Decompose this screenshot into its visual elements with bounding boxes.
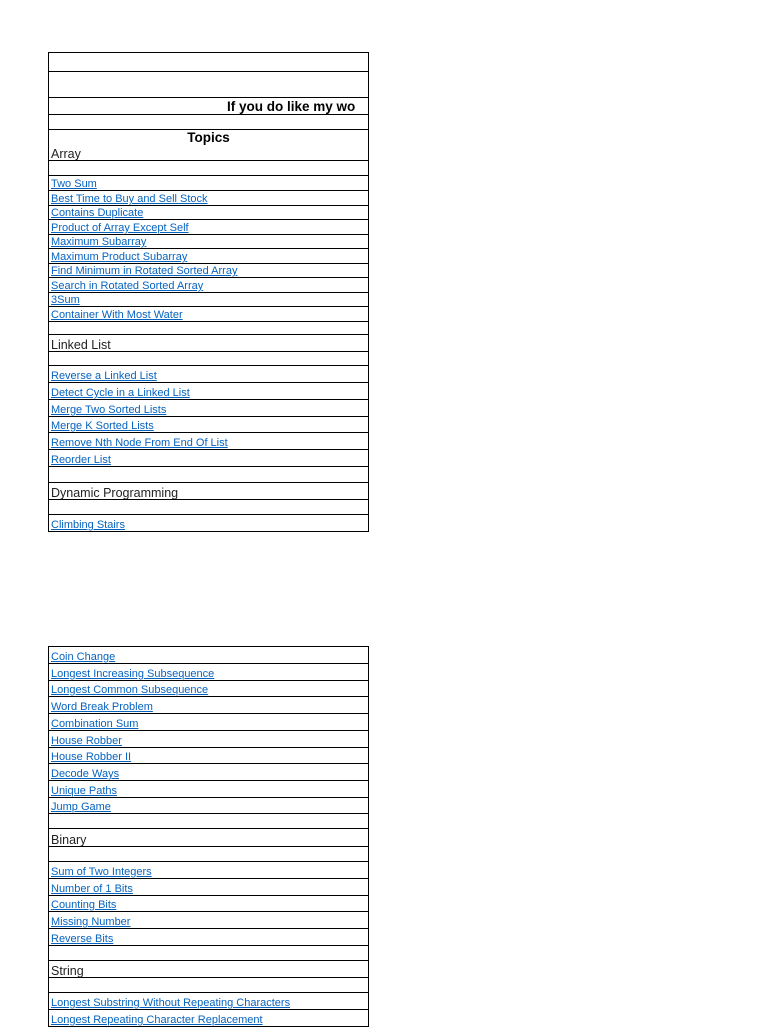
table-row — [49, 277, 368, 292]
empty-row — [49, 977, 368, 992]
problem-link[interactable]: 3Sum — [51, 294, 80, 306]
category-row — [49, 828, 368, 846]
category-dynamic-programming: Dynamic Programming — [51, 485, 179, 499]
table-row — [49, 992, 368, 1009]
banner-text: If you do like my wo — [227, 98, 356, 114]
problem-link[interactable]: Find Minimum in Rotated Sorted Array — [51, 265, 238, 277]
empty-row — [49, 160, 368, 175]
empty-row — [49, 813, 368, 828]
problem-link[interactable]: Reorder List — [51, 454, 111, 466]
category-string: String — [51, 963, 84, 977]
problem-link[interactable]: Remove Nth Node From End Of List — [51, 437, 228, 449]
empty-row — [49, 321, 368, 334]
table-row — [49, 432, 368, 449]
category-row — [49, 482, 368, 499]
table-row — [49, 663, 368, 680]
problem-link[interactable]: Climbing Stairs — [51, 519, 125, 531]
problem-link[interactable]: Missing Number — [51, 916, 131, 928]
problem-link[interactable]: Longest Repeating Character Replacement — [51, 1014, 263, 1026]
table-row — [49, 861, 368, 878]
problem-link[interactable]: Two Sum — [51, 178, 97, 190]
table-row — [49, 416, 368, 432]
table-row — [49, 234, 368, 248]
table-row — [49, 696, 368, 713]
table-row — [49, 205, 368, 219]
topics-header: Topics — [187, 129, 230, 145]
problem-link[interactable]: Longest Substring Without Repeating Characters — [51, 997, 291, 1009]
problem-link[interactable]: Longest Increasing Subsequence — [51, 668, 215, 680]
empty-row — [49, 52, 368, 71]
table-row — [49, 797, 368, 813]
problem-link[interactable]: Coin Change — [51, 651, 116, 663]
problem-link[interactable]: Number of 1 Bits — [51, 883, 133, 895]
table-row — [49, 365, 368, 382]
category-row — [49, 960, 368, 977]
table-row — [49, 680, 368, 696]
category-array: Array — [51, 146, 81, 160]
problem-link[interactable]: Merge Two Sorted Lists — [51, 404, 167, 416]
problem-link[interactable]: Detect Cycle in a Linked List — [51, 387, 190, 399]
empty-row — [49, 945, 368, 960]
problem-link[interactable]: Maximum Subarray — [51, 236, 147, 248]
table-row — [49, 928, 368, 945]
empty-row — [49, 846, 368, 861]
problem-link[interactable]: Container With Most Water — [51, 309, 183, 321]
table-row — [49, 399, 368, 416]
problem-link[interactable]: Counting Bits — [51, 899, 117, 911]
problem-link[interactable]: House Robber II — [51, 751, 132, 763]
problem-link[interactable]: Reverse a Linked List — [51, 370, 157, 382]
table-row — [49, 780, 368, 797]
table-row — [49, 1009, 368, 1026]
problem-link[interactable]: Contains Duplicate — [51, 207, 144, 219]
problem-link[interactable]: Product of Array Except Self — [51, 222, 189, 234]
problem-link[interactable]: House Robber — [51, 735, 122, 747]
table-row — [49, 895, 368, 911]
empty-row — [49, 114, 368, 129]
empty-row — [49, 71, 368, 97]
empty-row — [49, 499, 368, 514]
problem-link[interactable]: Maximum Product Subarray — [51, 251, 188, 263]
empty-row — [49, 351, 368, 365]
problem-link[interactable]: Best Time to Buy and Sell Stock — [51, 193, 208, 205]
banner-row — [49, 97, 368, 114]
empty-row — [49, 466, 368, 482]
problem-link[interactable]: Decode Ways — [51, 768, 120, 780]
topics-header-row — [49, 129, 368, 145]
problem-link[interactable]: Search in Rotated Sorted Array — [51, 280, 204, 292]
table-row — [49, 449, 368, 466]
table-row — [49, 263, 368, 277]
problem-link[interactable]: Unique Paths — [51, 785, 118, 797]
category-linked-list: Linked List — [51, 337, 111, 351]
table-row — [49, 878, 368, 895]
category-binary: Binary — [51, 832, 87, 846]
problem-link[interactable]: Reverse Bits — [51, 933, 114, 945]
table-row — [49, 248, 368, 263]
problem-link[interactable]: Combination Sum — [51, 718, 139, 730]
table-row — [49, 175, 368, 190]
category-row — [49, 145, 368, 160]
category-row — [49, 334, 368, 351]
problem-link[interactable]: Word Break Problem — [51, 701, 153, 713]
sheet-page-1 — [48, 52, 369, 532]
table-row — [49, 306, 368, 321]
table-row — [49, 190, 368, 205]
table-row — [49, 646, 368, 663]
sheet-page-2 — [48, 646, 369, 1027]
table-row — [49, 747, 368, 763]
problem-link[interactable]: Sum of Two Integers — [51, 866, 152, 878]
table-row — [49, 730, 368, 747]
table-row — [49, 514, 368, 531]
table-row — [49, 713, 368, 730]
table-row — [49, 763, 368, 780]
table-row — [49, 911, 368, 928]
problem-link[interactable]: Merge K Sorted Lists — [51, 420, 154, 432]
table-row — [49, 292, 368, 306]
problem-link[interactable]: Longest Common Subsequence — [51, 684, 209, 696]
table-row — [49, 219, 368, 234]
table-row — [49, 382, 368, 399]
problem-link[interactable]: Jump Game — [51, 801, 111, 813]
